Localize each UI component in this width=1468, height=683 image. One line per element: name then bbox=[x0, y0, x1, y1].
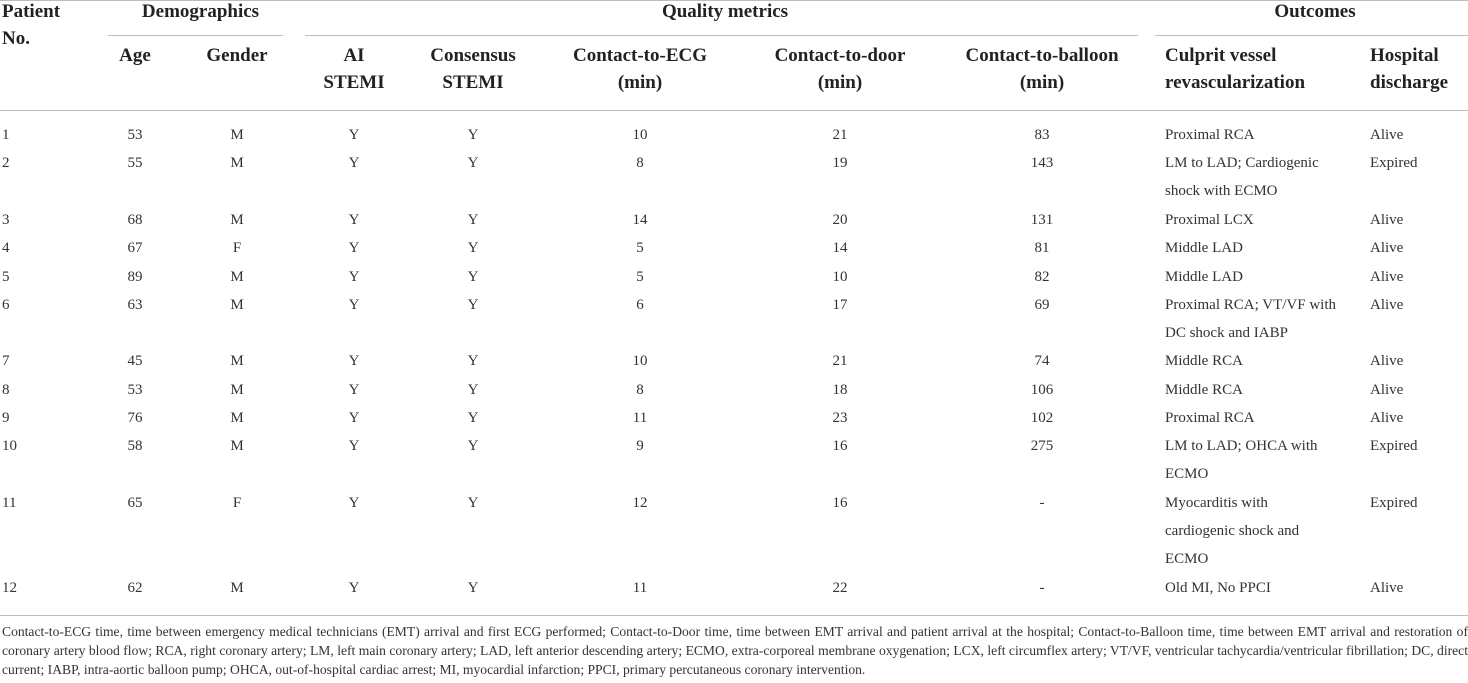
cell-ai: Y bbox=[348, 297, 360, 313]
cell-consensus: Y bbox=[467, 495, 479, 511]
cell-ecg: 6 bbox=[636, 297, 644, 313]
cell-no: 3 bbox=[2, 212, 10, 228]
cell-ai: Y bbox=[348, 127, 360, 143]
cell-balloon: 82 bbox=[1034, 269, 1050, 285]
cell-no: 1 bbox=[2, 127, 10, 143]
cell-consensus: Y bbox=[467, 212, 479, 228]
cell-no: 11 bbox=[2, 495, 17, 511]
cell-discharge: Expired bbox=[1370, 495, 1418, 511]
cell-age: 65 bbox=[127, 495, 143, 511]
cell-no: 7 bbox=[2, 353, 10, 369]
cell-no: 2 bbox=[2, 155, 10, 171]
cell-ai: Y bbox=[348, 495, 360, 511]
cell-gender: M bbox=[230, 297, 244, 313]
header-ai-stemi: AI STEMI bbox=[323, 45, 385, 93]
cell-balloon: 143 bbox=[1030, 155, 1054, 171]
cell-age: 45 bbox=[127, 353, 143, 369]
header-demographics: Demographics bbox=[141, 1, 260, 22]
cell-balloon: - bbox=[1039, 580, 1045, 596]
cell-ecg: 8 bbox=[636, 382, 644, 398]
cell-gender: M bbox=[230, 269, 244, 285]
cell-door: 22 bbox=[832, 580, 848, 596]
cell-gender: M bbox=[230, 580, 244, 596]
cell-culprit: Middle LAD bbox=[1165, 269, 1243, 285]
cell-culprit: Proximal RCA bbox=[1165, 127, 1255, 143]
cell-age: 89 bbox=[127, 269, 143, 285]
cell-gender: M bbox=[230, 410, 244, 426]
header-age: Age bbox=[119, 45, 151, 66]
cell-door: 21 bbox=[832, 353, 848, 369]
cell-culprit: Middle RCA bbox=[1165, 382, 1243, 398]
cell-door: 14 bbox=[832, 240, 848, 256]
cell-discharge: Expired bbox=[1370, 438, 1418, 454]
cell-discharge: Alive bbox=[1370, 382, 1404, 398]
cell-ai: Y bbox=[348, 155, 360, 171]
cell-balloon: 275 bbox=[1030, 438, 1054, 454]
cell-discharge: Alive bbox=[1370, 212, 1404, 228]
cell-consensus: Y bbox=[467, 382, 479, 398]
header-bottom-rule bbox=[0, 110, 1468, 111]
cell-door: 16 bbox=[832, 495, 848, 511]
cell-balloon: 106 bbox=[1030, 382, 1054, 398]
cell-culprit: Myocarditis with cardiogenic shock and ECMO bbox=[1165, 495, 1300, 567]
header-culprit-vessel: Culprit vessel revascularization bbox=[1165, 45, 1306, 93]
cell-consensus: Y bbox=[467, 297, 479, 313]
cell-ai: Y bbox=[348, 438, 360, 454]
header-consensus-stemi: Consensus STEMI bbox=[430, 45, 516, 93]
cell-ai: Y bbox=[348, 212, 360, 228]
cell-consensus: Y bbox=[467, 155, 479, 171]
cell-culprit: Middle LAD bbox=[1165, 240, 1243, 256]
cell-age: 63 bbox=[127, 297, 143, 313]
cell-consensus: Y bbox=[467, 580, 479, 596]
header-quality-metrics: Quality metrics bbox=[661, 1, 789, 22]
cell-consensus: Y bbox=[467, 127, 479, 143]
cell-no: 4 bbox=[2, 240, 10, 256]
cell-ai: Y bbox=[348, 353, 360, 369]
cell-consensus: Y bbox=[467, 240, 479, 256]
cell-gender: M bbox=[230, 353, 244, 369]
cell-no: 8 bbox=[2, 382, 10, 398]
demographics-rule bbox=[108, 35, 283, 36]
table-bottom-rule bbox=[0, 615, 1468, 616]
cell-age: 62 bbox=[127, 580, 143, 596]
cell-culprit: Proximal LCX bbox=[1165, 212, 1254, 228]
cell-ecg: 11 bbox=[632, 580, 648, 596]
cell-culprit: LM to LAD; Cardiogenic shock with ECMO bbox=[1165, 155, 1319, 199]
cell-ecg: 8 bbox=[636, 155, 644, 171]
cell-discharge: Alive bbox=[1370, 269, 1404, 285]
header-contact-to-door: Contact-to-door (min) bbox=[774, 45, 906, 93]
cell-age: 67 bbox=[127, 240, 143, 256]
cell-door: 16 bbox=[832, 438, 848, 454]
cell-door: 17 bbox=[832, 297, 848, 313]
cell-balloon: 131 bbox=[1030, 212, 1054, 228]
cell-no: 9 bbox=[2, 410, 10, 426]
cell-ai: Y bbox=[348, 410, 360, 426]
cell-consensus: Y bbox=[467, 353, 479, 369]
cell-discharge: Alive bbox=[1370, 410, 1404, 426]
cell-ecg: 10 bbox=[632, 353, 648, 369]
cell-gender: M bbox=[230, 382, 244, 398]
table-footnote: Contact-to-ECG time, time between emergency medical technicians (EMT) arrival and first ECG performed; Contact-to-Door time, time between EMT arrival and patient arrival at the hospital; Contact-to-Balloon time, time between EMT arrival and restoration of coronary artery blood flow; RCA, right coronary artery; LM, left main coronary artery; LAD, left anterior descending artery; ECMO, extra-corporeal membrane oxygenation; LCX, left circumflex artery; VT/VF, ventricular tachycardia/ventricular fibrillation; DC, direct current; IABP, intra-aortic balloon pump; OHCA, out-of-hospital cardiac arrest; MI, myocardial infarction; PPCI, primary percutaneous coronary intervention. bbox=[2, 624, 1468, 677]
cell-door: 21 bbox=[832, 127, 848, 143]
cell-no: 10 bbox=[2, 438, 17, 454]
cell-door: 10 bbox=[832, 269, 848, 285]
cell-consensus: Y bbox=[467, 410, 479, 426]
cell-consensus: Y bbox=[467, 269, 479, 285]
cell-door: 20 bbox=[832, 212, 848, 228]
cell-balloon: 102 bbox=[1030, 410, 1054, 426]
cell-ecg: 5 bbox=[636, 269, 644, 285]
header-contact-to-ecg: Contact-to-ECG (min) bbox=[572, 45, 708, 93]
outcomes-rule bbox=[1155, 35, 1468, 36]
cell-discharge: Alive bbox=[1370, 353, 1404, 369]
cell-door: 18 bbox=[832, 382, 848, 398]
cell-ecg: 10 bbox=[632, 127, 648, 143]
cell-no: 5 bbox=[2, 269, 10, 285]
cell-discharge: Alive bbox=[1370, 240, 1404, 256]
cell-gender: M bbox=[230, 438, 244, 454]
cell-no: 12 bbox=[2, 580, 17, 596]
cell-door: 19 bbox=[832, 155, 848, 171]
cell-consensus: Y bbox=[467, 438, 479, 454]
header-contact-to-balloon: Contact-to-balloon (min) bbox=[965, 45, 1119, 93]
cell-ai: Y bbox=[348, 240, 360, 256]
header-patient-no: Patient No. bbox=[2, 1, 61, 49]
cell-balloon: 69 bbox=[1034, 297, 1050, 313]
cell-age: 55 bbox=[127, 155, 143, 171]
header-gender: Gender bbox=[206, 45, 268, 66]
cell-discharge: Alive bbox=[1370, 297, 1404, 313]
cell-culprit: Old MI, No PPCI bbox=[1165, 580, 1271, 596]
cell-discharge: Alive bbox=[1370, 580, 1404, 596]
cell-ecg: 9 bbox=[636, 438, 644, 454]
cell-door: 23 bbox=[832, 410, 848, 426]
cell-ai: Y bbox=[348, 382, 360, 398]
cell-balloon: 81 bbox=[1034, 240, 1050, 256]
cell-age: 53 bbox=[127, 382, 143, 398]
cell-no: 6 bbox=[2, 297, 10, 313]
header-hospital-discharge: Hospital discharge bbox=[1370, 45, 1449, 93]
cell-culprit: Middle RCA bbox=[1165, 353, 1243, 369]
cell-culprit: LM to LAD; OHCA with ECMO bbox=[1165, 438, 1318, 482]
cell-gender: F bbox=[232, 240, 242, 256]
cell-age: 53 bbox=[127, 127, 143, 143]
cell-ecg: 14 bbox=[632, 212, 648, 228]
cell-age: 76 bbox=[127, 410, 143, 426]
cell-balloon: - bbox=[1039, 495, 1045, 511]
cell-balloon: 83 bbox=[1034, 127, 1050, 143]
cell-gender: M bbox=[230, 127, 244, 143]
quality-rule bbox=[305, 35, 1138, 36]
cell-culprit: Proximal RCA bbox=[1165, 410, 1255, 426]
cell-ai: Y bbox=[348, 580, 360, 596]
cell-age: 58 bbox=[127, 438, 143, 454]
cell-discharge: Alive bbox=[1370, 127, 1404, 143]
cell-discharge: Expired bbox=[1370, 155, 1418, 171]
cell-gender: M bbox=[230, 155, 244, 171]
cell-age: 68 bbox=[127, 212, 143, 228]
cell-balloon: 74 bbox=[1034, 353, 1050, 369]
cell-ai: Y bbox=[348, 269, 360, 285]
cell-ecg: 12 bbox=[632, 495, 648, 511]
header-outcomes: Outcomes bbox=[1274, 1, 1356, 22]
cell-culprit: Proximal RCA; VT/VF with DC shock and IABP bbox=[1165, 297, 1336, 341]
cell-ecg: 11 bbox=[632, 410, 648, 426]
cell-gender: M bbox=[230, 212, 244, 228]
cell-gender: F bbox=[232, 495, 242, 511]
cell-ecg: 5 bbox=[636, 240, 644, 256]
